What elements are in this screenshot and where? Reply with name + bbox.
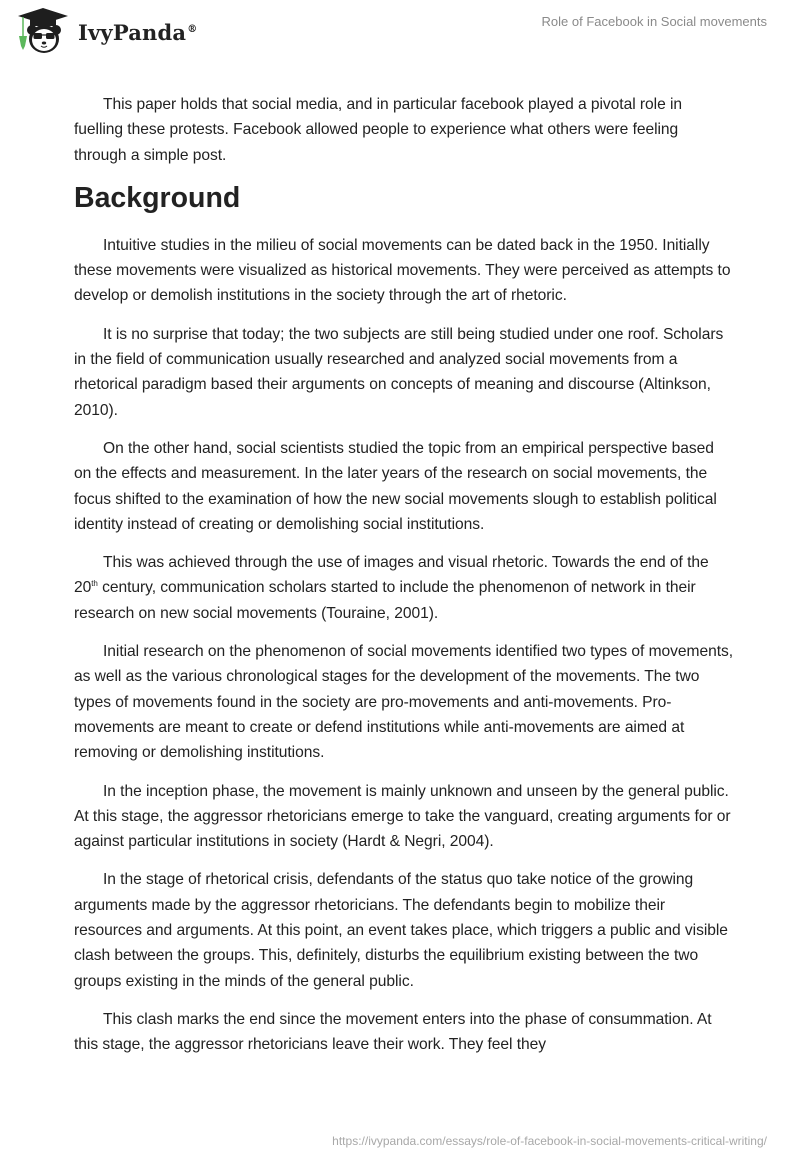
body-paragraph: This was achieved through the use of images and visual rhetoric. Towards the end of the 20th century, communication scholars started to include the phenomenon of network in their research on new social movements (Touraine, 2001).: [74, 554, 709, 622]
intro-paragraph: This paper holds that social media, and in particular facebook played a pivotal role in fuelling these protests. Facebook allowed people to experience what others were feeling through a simple post.: [74, 96, 683, 164]
body-paragraph: Initial research on the phenomenon of social movements identified two types of movements, as well as the various chronological stages for the development of the movements. The two types of movements found in the society are pro-movements and anti-movements. Pro-movements are meant to create or defend institutions while anti-movements are aimed at removing or demolishing institutions.: [74, 643, 734, 762]
body-paragraph: Intuitive studies in the milieu of social movements can be dated back in the 1950. Initially these movements were visualized as historical movements. They were perceived as attempts to develop or demolish institutions in the society through the art of rhetoric.: [74, 236, 731, 305]
superscript-ordinal: th: [91, 579, 98, 589]
essay-body: [74, 92, 734, 1071]
document-title: Role of Facebook in Social movements: [541, 14, 767, 29]
body-paragraph: On the other hand, social scientists studied the topic from an empirical perspective based on the effects and measurement. In the later years of the research on social movements, the focus shifted to the examination of how the new social movements slough to establish political identity instead of creating or demolishing social institutions.: [74, 439, 717, 533]
page-header: [0, 0, 800, 60]
body-paragraph: In the inception phase, the movement is mainly unknown and unseen by the general public. At this stage, the aggressor rhetoricians emerge to take the vanguard, creating arguments for or against particular institutions in society (Hardt & Negri, 2004).: [74, 782, 731, 851]
logo-text: IvyPanda®: [78, 19, 198, 45]
panda-graduate-icon: [14, 6, 72, 56]
source-url[interactable]: https://ivypanda.com/essays/role-of-facebook-in-social-movements-critical-writing/: [332, 1134, 767, 1148]
body-paragraph: In the stage of rhetorical crisis, defendants of the status quo take notice of the growing arguments made by the aggressor rhetoricians. The defendants begin to mobilize their resources and arguments. At this point, an event takes place, which triggers a public and visible clash between the groups. This, definitely, disturbs the equilibrium existing between the two groups existing in the minds of the general public.: [74, 871, 728, 990]
body-paragraph: This clash marks the end since the movement enters into the phase of consummation. At this stage, the aggressor rhetoricians leave their work. They feel they: [74, 1010, 712, 1054]
section-heading-background: Background: [74, 181, 241, 214]
ivypanda-logo[interactable]: [14, 6, 197, 56]
body-paragraph: It is no surprise that today; the two subjects are still being studied under one roof. Scholars in the field of communication usually researched and analyzed social movements from a rhetorical paradigm based their arguments on concepts of meaning and discourse (Altinkson, 2010).: [74, 325, 724, 419]
